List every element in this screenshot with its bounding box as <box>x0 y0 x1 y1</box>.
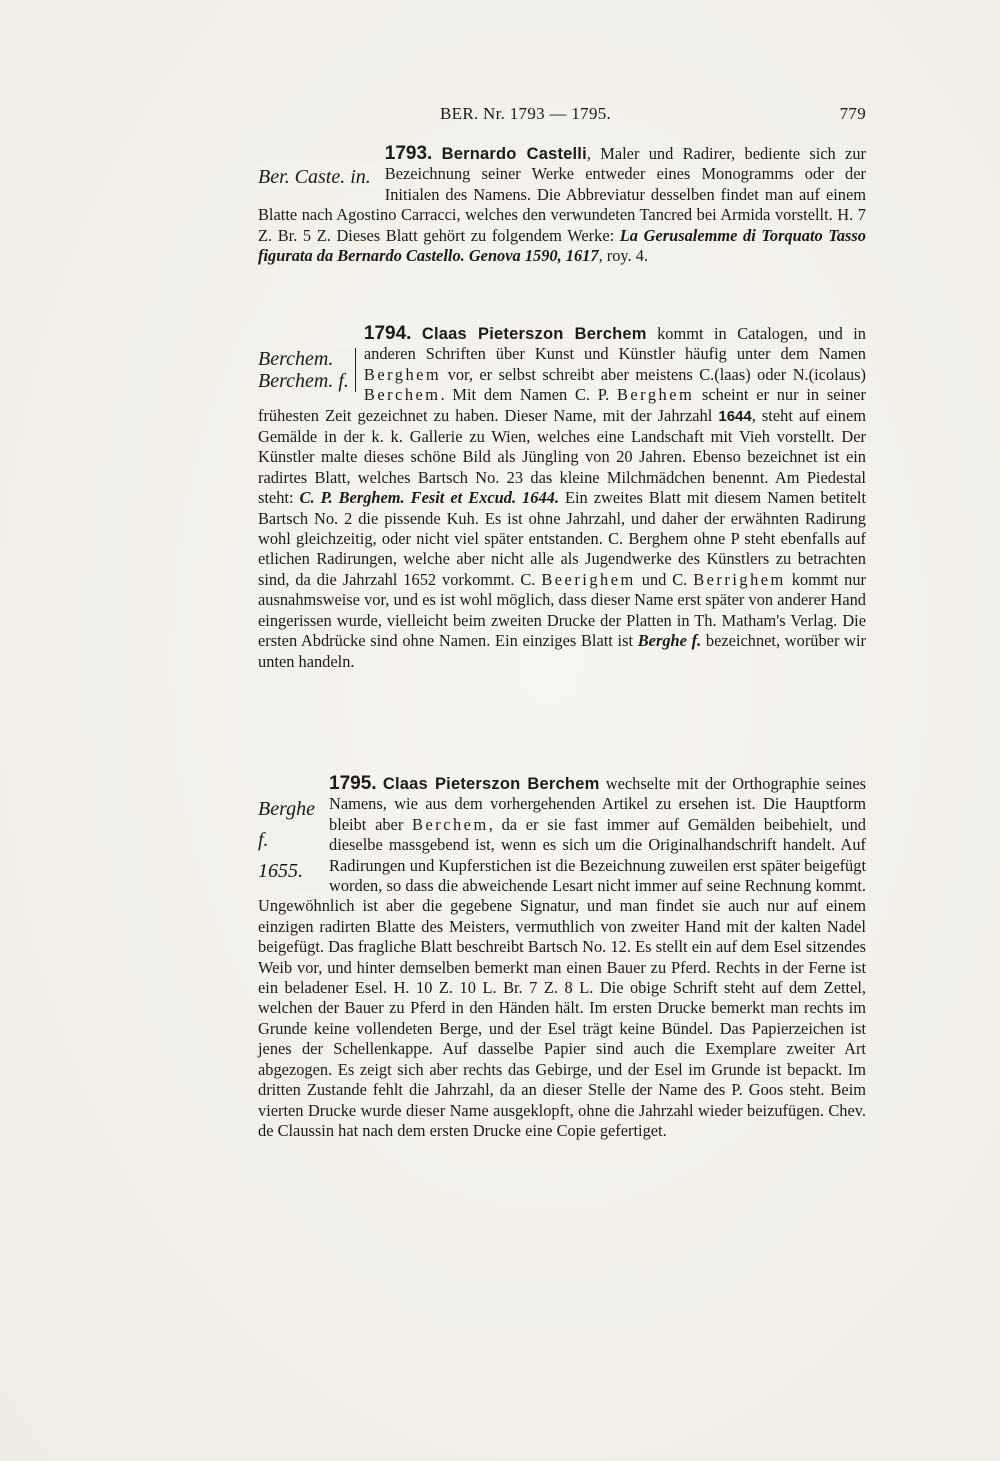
signature: Berghe f. <box>637 631 702 651</box>
spaced-name: Berrighem <box>693 569 786 589</box>
entry-text: , roy. 4. <box>598 246 649 266</box>
monogram-mark <box>258 798 321 891</box>
entry-1793 <box>258 144 866 266</box>
entry-number: 1793. <box>384 143 433 164</box>
monogram-line: Berghe <box>258 798 316 820</box>
artist-name: Bernardo Castelli <box>441 145 587 163</box>
spaced-name: Berghem <box>363 364 442 384</box>
spaced-name: Berchem <box>363 385 441 405</box>
monogram-line: Berchem. <box>258 348 334 370</box>
artist-name: Claas Pieterszon Berchem <box>382 775 600 793</box>
inscription: C. P. Berghem. Fesit et Excud. 1644. <box>299 488 559 508</box>
monogram-line: f. <box>258 829 269 851</box>
entry-1795 <box>258 774 866 1141</box>
year: 1644 <box>718 407 752 425</box>
spaced-name: Beerighem <box>541 569 636 589</box>
entry-text: . Mit dem Namen C. P. <box>440 385 617 405</box>
entry-text: Ein zweites Blatt mit diesem Namen betitelt Bartsch No. 2 die pissende Kuh. Es ist ohne Jahrzahl, und daher der erwähnten Radirung wohl gleichzeitig, oder nicht viel später entstanden. C. Berghem ohne P steht ebenfalls auf etlichen Radirungen, welche aber nicht alle als Jugendwerke des Künstlers zu betrachten sind, da die Jahrzahl 1652 vorkommt. C. <box>258 488 867 589</box>
entry-number: 1795. <box>329 773 377 794</box>
spaced-name: Berghem <box>616 385 695 405</box>
entry-text: , steht auf einem Gemälde in der k. k. Gallerie zu Wien, welches eine Landschaft mit Vieh vorstellt. Der Künstler malte dieses schöne Bild als Jüngling von 20 Jahren. Ebenso bezeichnet ist ein radirtes Blatt, welches Bartsch No. 23 das kleine Milchmädchen benennt. Am Piedestal steht: <box>258 405 867 508</box>
entry-text: und C. <box>635 569 694 589</box>
book-title: La Gerusalemme di Torquato Tasso figurata da Bernardo Castello. Genova 1590, 1617 <box>258 225 866 266</box>
page-number: 779 <box>839 104 866 123</box>
entry-text: vor, er selbst schreibt aber meistens C.(laas) oder N.(icolaus) <box>441 364 866 384</box>
entry-text: wechselte mit der Orthographie seines Namens, wie aus dem vorhergehenden Artikel zu ersehen ist. Die Hauptform bleibt aber <box>329 774 866 834</box>
spaced-name: Berchem <box>412 814 489 834</box>
artist-name: Claas Pieterszon Berchem <box>421 325 647 343</box>
entry-text: , Maler und Radirer, bediente sich zur Bezeichnung seiner Werke entweder eines Monogramms oder der Initialen des Namens. Die Abbreviatur desselben findet man auf einem Blatte nach Agostino Carracci, welches den verwundeten Tancred bei Armida vorstellt. H. 7 Z. Br. 5 Z. Dieses Blatt gehört zu folgendem Werke: <box>258 144 866 245</box>
entry-text: , da er sie fast immer auf Gemälden beibehielt, und dieselbe massgebend ist, wenn es sich um die Originalhandschrift handelt. Auf Radirungen und Kupferstichen ist die Bezeichnung zuweilen erst später beigefügt worden, so dass die abweichende Lesart nicht immer auf seine Rechnung kommt. Ungewöhnlich ist aber die gegebene Signatur, und man findet sie auch nur auf einem einzigen radirten Blatte des Meisters, vermuthlich von zweiter Hand mit der kalten Nadel beigefügt. Das fragliche Blatt beschreibt Bartsch No. 12. Es stellt ein auf dem Esel sitzendes Weib vor, und hinter demselben bemerkt man einen Bauer zu Pferd. Rechts in der Ferne ist ein beladener Esel. H. 10 Z. 10 L. Br. 7 Z. 8 L. Die obige Schrift steht auf dem Zettel, welchen der Bauer zu Pferd in den Händen hält. Im ersten Drucke bemerkt man rechts im Grunde keine vollendeten Berge, und der Esel trägt keine Bündel. Das Papierzeichen ist jenes der Schellenkappe. Auf dasselbe Papier sind auch die Exemplare zweiter Art abgezogen. Es zeigt sich aber rechts das Gebirge, und der Esel im Grunde ist bepackt. Im dritten Zustande fehlt die Jahrzahl, da an dieser Stelle der Name des P. Goos steht. Beim vierten Drucke wurde dieser Name ausgeklopft, ohne die Jahrzahl wieder beizufügen. Chev. de Claussin hat nach dem ersten Drucke eine Copie gefertiget. <box>258 814 866 1140</box>
entry-text: scheint er nur in seiner frühesten Zeit gezeichnet zu haben. Dieser Name, mit der Jahrzahl <box>258 385 866 425</box>
monogram-line: Berchem. f. <box>258 370 349 392</box>
monogram-mark <box>258 166 377 188</box>
entry-text: kommt in Catalogen, und in anderen Schriften über Kunst und Künstler häufig unter dem Namen <box>363 324 866 364</box>
entry-1794 <box>258 324 866 672</box>
entry-text: kommt nur ausnahmsweise vor, und es ist wohl möglich, dass dieser Name erst später von anderer Hand eingerissen wurde, vielleicht beim zweiten Drucke der Platten in Th. Matham's Verlag. Die ersten Abdrücke sind ohne Namen. Ein einziges Blatt ist <box>258 569 866 651</box>
header-range: BER. Nr. 1793 — 1795. <box>440 104 612 123</box>
entry-number: 1794. <box>363 323 412 344</box>
entry-text: bezeichnet, worüber wir unten handeln. <box>258 631 866 671</box>
monogram-line: 1655. <box>258 860 303 882</box>
monogram-line: Ber. Caste. in. <box>258 166 371 188</box>
monogram-mark <box>258 348 356 392</box>
